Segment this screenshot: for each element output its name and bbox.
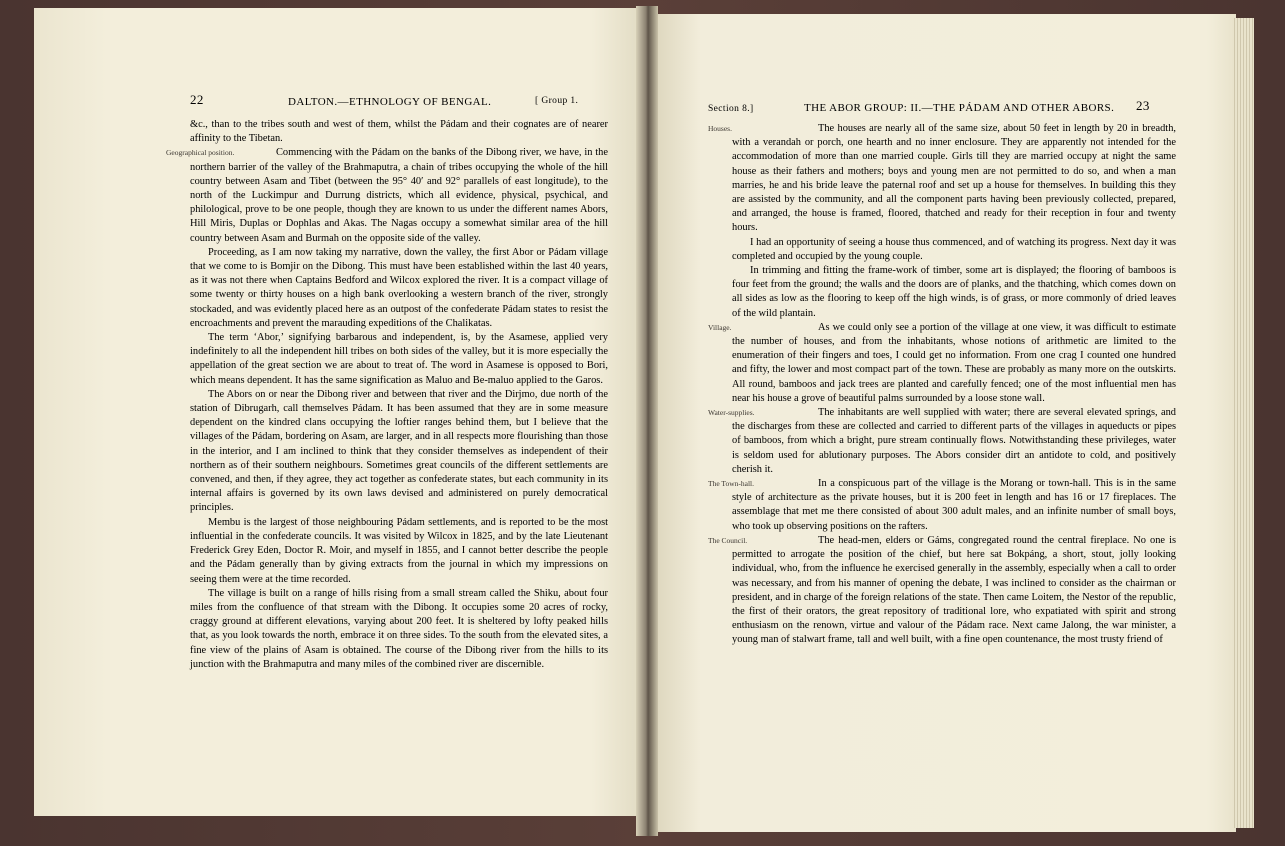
paragraph: The Council. The head-men, elders or Gáms, congregated round the central fireplace. No one is permitted to arrogate the position of the chief, but here sat Bokpáng, a short, stout, jolly looking individual, who, from the influence he exercised generally in the assembly, especially when a call to order was necessary, and from his manner of opening the debate, I was inclined to consider as the chairman or president, and in charge of the foreign relations of the state. Then came Loitem, the Nestor of the republic, the first of their orators, the great repository of traditional lore, who expatiated with spirit and strong enthusiasm on the renown, virtue and valour of the Pádam race. Next came Jalong, the war minister, a young man of stalwart frame, tall and well built, with a fine open countenance, the most trusty friend of	[708, 534, 1176, 646]
page-edges	[1232, 18, 1254, 828]
margin-note-houses: Houses.	[708, 124, 732, 133]
paragraph: The village is built on a range of hills rising from a small stream called the Shiku, about four miles from the confluence of that stream with the Dibong. It occupies some 20 acres of rocky, craggy ground at different elevations, varying about 200 feet. It is sheltered by lofty peaked hills that, as you look towards the north, embrace it on three sides. To the south from the elevated sites, a fine view of the plains of Asam is obtained. The course of the Dibong river from the hills to its junction with the Brahmaputra and many miles of the combined river are discernible.	[190, 587, 608, 670]
right-running-title: THE ABOR GROUP: II.—THE PÁDAM AND OTHER ABORS.	[804, 102, 1115, 114]
book-gutter	[636, 6, 658, 836]
right-page-number: 23	[1136, 98, 1150, 113]
paragraph: The Abors on or near the Dibong river and between that river and the Dirjmo, due north of the station of Dibrugarh, call themselves Pádam. It has been assumed that they are in some measure dependent on the kindred clans occupying the loftier ranges behind them, but I believe that the villages of the Pádam, bordering on Asam, are larger, and in all respects more flourishing than those in the interior, and I am inclined to think that they consider themselves as independent of their northern as of their southern neighbours. Sometimes great councils of the different settlements are convened, and then, if they agree, they act together as confederate states, but each community in its internal affairs is governed by its own laws devised and administered on purely democratical principles.	[190, 388, 608, 514]
paragraph: Village. As we could only see a portion of the village at one view, it was difficult to estimate the number of houses, and from the inhabitants, whose notions of arithmetic are limited to the enumeration of their fingers and toes, I could get no information. From one crag I counted one hundred and fifty, the lower and most compact part of the town. These are probably as many more on the outskirts. All round, bamboos and jack trees are planted and carefully fenced; one of the most influential men has near his house a grove of beautiful palms surrounded by a loose stone wall.	[708, 321, 1176, 404]
left-page-number: 22	[190, 92, 204, 107]
paragraph: Membu is the largest of those neighbouring Pádam settlements, and is reported to be the most influential in the confederate councils. It was visited by Wilcox in 1825, and by the late Lieutenant Frederick Grey Eden, Doctor R. Moir, and myself in 1855, and I cannot better describe the people and the Pádam generally than by giving extracts from the journal in which my impressions on seeing them were at the time recorded.	[190, 516, 608, 585]
left-running-title: DALTON.—ETHNOLOGY OF BENGAL.	[288, 96, 492, 108]
paragraph: Houses. The houses are nearly all of the same size, about 50 feet in length by 20 in breadth, with a verandah or porch, one hearth and no inner enclosure. They are apparently not intended for the accommodation of more than one married couple. Girls till they are married occupy at night the same house as their fathers and mothers; boys and young men are not permitted to do so, and when a man marries, he and his bride leave the paternal roof and set up a house for themselves. In building this they are assisted by the community, and all the component parts having been previously collected, prepared, and arranged, the house is framed, floored, thatched and ready for their reception in four and twenty hours.	[708, 123, 1176, 234]
paragraph: Water-supplies. The inhabitants are well supplied with water; there are several elevated springs, and the discharges from these are collected and carried to different parts of the villages in aqueducts or pipes of bamboos, from which a bright, pure stream continually flows. Notwithstanding these privileges, water is seldom used for ablutionary purposes. The Abors consider dirt an antidote to cold, and positively cherish it.	[708, 407, 1176, 475]
margin-note-village: Village.	[708, 322, 732, 332]
margin-note-council: The Council.	[708, 535, 748, 545]
paragraph: In trimming and fitting the frame-work of timber, some art is displayed; the flooring of bamboos is four feet from the ground; the walls and the doors are of planks, and the thatching, which comes down on all sides as low as the flooring to keep off the high winds, is of grass, or more commonly of dried leaves of the wild plantain.	[732, 265, 1176, 319]
paragraph: Geographical position. Commencing with the Pádam on the banks of the Dibong river, we have, in the northern barrier of the valley of the Brahmaputra, a chain of tribes occupying the whole of the hill country between Asam and Tibet (between the 95° 40′ and 92° parallels of east longitude), to the north of the Luckimpur and Durrung districts, which all evidence, physical, psychical, and philological, prove to be one people, though they are known to us under the different names Abors, Hill Miris, Duplas or Dophlas and Akas. The Nagas occupy a somewhat similar area of the hill country between Asam and Burmah on the opposite side of the valley.	[166, 147, 608, 244]
right-page-text	[708, 122, 1176, 648]
margin-note-geographical: Geographical position.	[166, 148, 235, 158]
paragraph: The Town-hall. In a conspicuous part of the village is the Morang or town-hall. This is in the same style of architecture as the private houses, but it is 200 feet in length and has 16 or 17 fireplaces. The assemblage that met me there consisted of about 300 adult males, and an infinite number of small boys, who took up observing positions on the rafters.	[708, 478, 1176, 532]
left-section-label: [ Group 1.	[535, 96, 579, 106]
paragraph: Proceeding, as I am now taking my narrative, down the valley, the first Abor or Pádam village that we come to is Bomjir on the Dibong. This must have been established within the last 40 years, as it was not there when Captains Bedford and Wilcox explored the river. It is a compact village of some twenty or thirty houses on a high bank overlooking a western branch of the river, strongly stockaded, and was evidently placed here as an outpost of the confederate Pádam states to resist the encroachments and prevent the marauding expeditions of the Chalikatas.	[190, 246, 608, 329]
margin-note-water: Water-supplies.	[708, 408, 755, 418]
paragraph: The term ‘Abor,’ signifying barbarous and independent, is, by the Asamese, applied very indefinitely to all the independent hill tribes on both sides of the valley, but it is more especially the appellation of the great section we are about to treat of. The word in Asamese is opposed to Bori, which means dependent. It has the same signification as Maluo and Be-maluo applied to the Garos.	[190, 332, 608, 386]
margin-note-townhall: The Town-hall.	[708, 479, 754, 489]
left-page-text	[166, 118, 608, 672]
right-section-label: Section 8.]	[708, 104, 754, 114]
paragraph: I had an opportunity of seeing a house thus commenced, and of watching its progress. Next day it was completed and occupied by the young couple.	[732, 236, 1176, 262]
paragraph: &c., than to the tribes south and west of them, whilst the Pádam and their cognates are of nearer affinity to the Tibetan.	[190, 119, 608, 145]
